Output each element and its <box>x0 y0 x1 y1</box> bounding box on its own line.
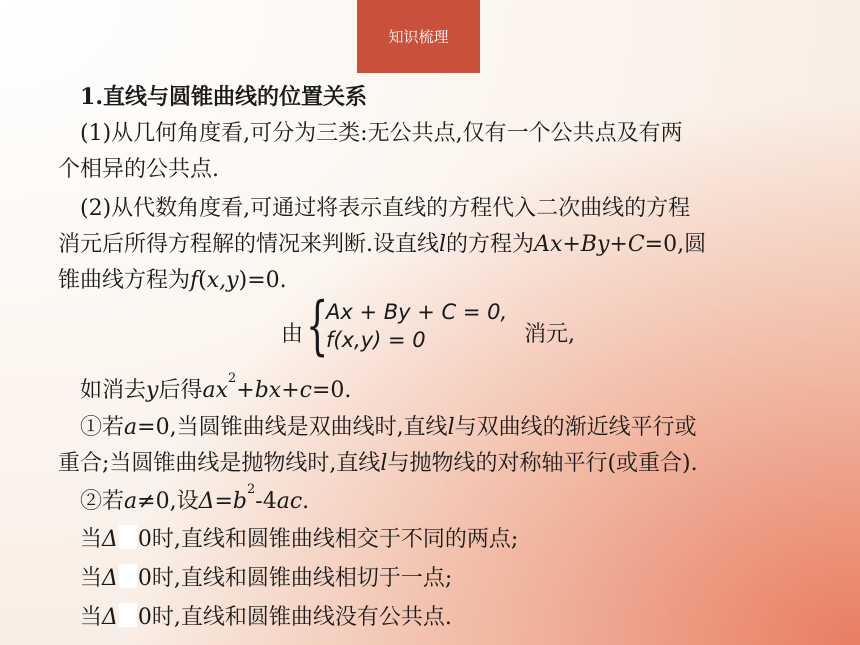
elim-text: 如消去 <box>80 378 147 403</box>
var-l: l <box>439 232 447 257</box>
elim-text: 后得 <box>158 378 203 403</box>
case2-line <box>80 484 309 515</box>
var-delta: Δ <box>102 527 118 552</box>
when-line <box>80 522 518 553</box>
when-line <box>80 561 452 592</box>
elimination-line <box>80 373 351 404</box>
blank-box <box>119 564 137 588</box>
term-bx: bx <box>254 378 282 403</box>
term-ax: ax <box>202 378 228 403</box>
heading-text: .直线与圆锥曲线的位置关系 <box>95 84 367 110</box>
system-prefix: 由 <box>281 322 304 347</box>
system-eq1: Ax + By + C = 0, <box>326 300 508 324</box>
para2-line3 <box>58 263 287 294</box>
var-delta: Δ <box>102 605 118 630</box>
exponent: 2 <box>228 371 237 386</box>
term-c: c <box>299 378 312 403</box>
para1-line2: 个相异的公共点. <box>58 157 219 182</box>
var-f: f <box>190 268 199 293</box>
para2-text: 锥曲线方程为 <box>58 268 191 293</box>
line-equation: Ax+By+C <box>534 232 645 257</box>
elim-text: =0. <box>311 378 352 403</box>
case2-text: ≠0,设 <box>137 489 199 514</box>
var-b: b <box>232 489 247 514</box>
para2-text: 消元后所得方程解的情况来判断.设直线 <box>58 232 439 257</box>
brace-icon: { <box>306 289 329 363</box>
elim-text: + <box>281 378 300 403</box>
case2-text: -4 <box>255 489 277 514</box>
system-eq2: f(x,y) = 0 <box>326 328 426 352</box>
var-a: a <box>124 489 138 514</box>
section-tab: 知识梳理 <box>357 0 480 73</box>
case2-text: ②若 <box>80 489 125 514</box>
when-post: 0时,直线和圆锥曲线相切于一点; <box>137 566 453 591</box>
when-line <box>80 600 452 631</box>
case2-text: = <box>214 489 233 514</box>
para1-line1: (1)从几何角度看,可分为三类:无公共点,仅有一个公共点及有两 <box>80 121 683 146</box>
var-xy: x,y <box>206 268 239 293</box>
term-ac: ac <box>276 489 303 514</box>
case1-text: 与双曲线的渐近线平行或 <box>454 415 697 440</box>
blank-box <box>119 603 137 627</box>
case1-line2 <box>58 446 698 477</box>
section-heading <box>80 80 367 111</box>
para2-line2 <box>58 227 706 258</box>
var-delta: Δ <box>198 489 215 514</box>
equation-system <box>306 289 508 363</box>
var-l: l <box>447 415 455 440</box>
var-a: a <box>124 415 138 440</box>
when-pre: 当 <box>80 527 103 552</box>
when-pre: 当 <box>80 566 103 591</box>
system-suffix: 消元, <box>524 322 575 347</box>
case1-text: =0,当圆锥曲线是双曲线时,直线 <box>137 415 448 440</box>
case1-line1 <box>80 410 697 441</box>
para2-text: ( <box>198 268 207 293</box>
case2-text: . <box>302 489 310 514</box>
para2-text: =0,圆 <box>644 232 707 257</box>
case1-text: 重合;当圆锥曲线是抛物线时,直线 <box>58 451 381 476</box>
var-l: l <box>380 451 388 476</box>
case1-text: ①若 <box>80 415 125 440</box>
exponent: 2 <box>247 482 256 497</box>
blank-box <box>119 525 137 549</box>
para2-text: )=0. <box>238 268 287 293</box>
para2-line1: (2)从代数角度看,可通过将表示直线的方程代入二次曲线的方程 <box>80 196 691 221</box>
when-post: 0时,直线和圆锥曲线没有公共点. <box>137 605 452 630</box>
para2-text: 的方程为 <box>446 232 535 257</box>
var-delta: Δ <box>102 566 118 591</box>
case1-text: 与抛物线的对称轴平行(或重合). <box>387 451 698 476</box>
var-y: y <box>146 378 159 403</box>
heading-number: 1 <box>80 84 96 110</box>
when-pre: 当 <box>80 605 103 630</box>
elim-text: + <box>236 378 255 403</box>
when-post: 0时,直线和圆锥曲线相交于不同的两点; <box>137 527 519 552</box>
